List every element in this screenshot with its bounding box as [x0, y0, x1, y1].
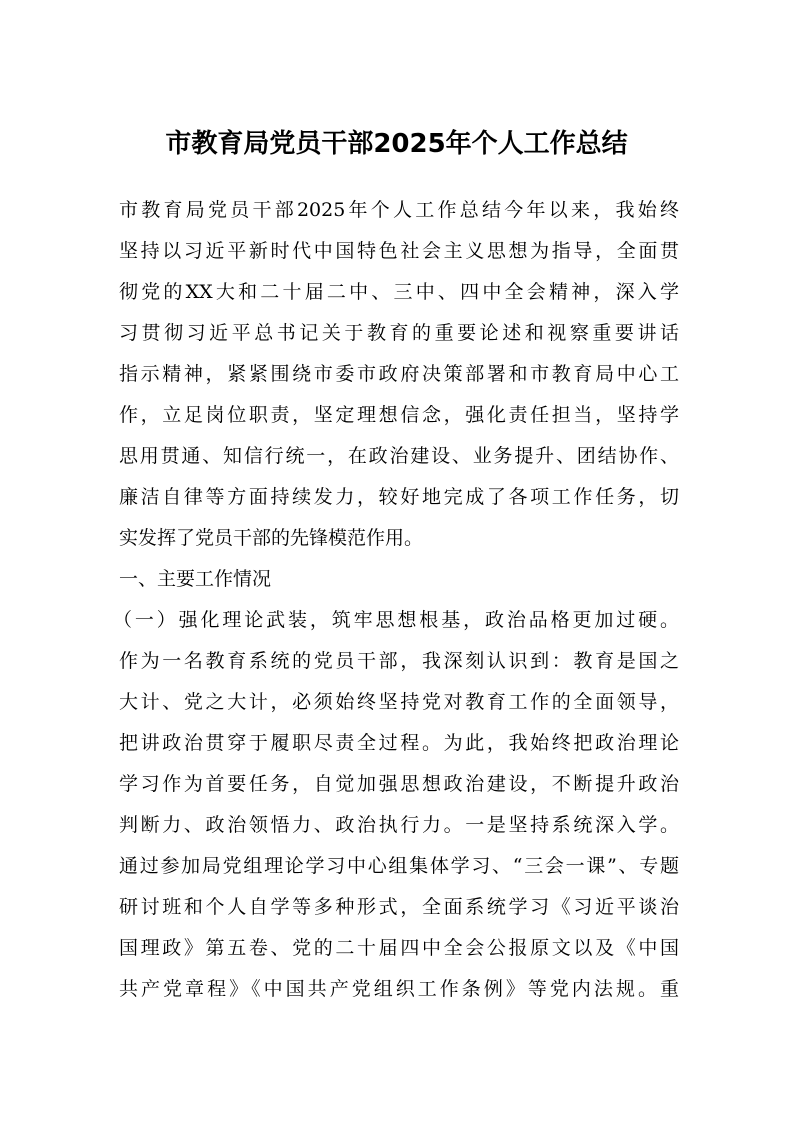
body-line: 共产党章程》《中国共产党组织工作条例》等党内法规。重	[119, 978, 679, 1000]
body-line: 通过参加局党组理论学习中心组集体学习、“三会一课”、专题	[119, 855, 679, 877]
body-line: 指示精神，紧紧围绕市委市政府决策部署和市教育局中心工	[119, 363, 679, 385]
subsection-heading: （一）强化理论武装，筑牢思想根基，政治品格更加过硬。	[113, 609, 679, 631]
body-line: 学习作为首要任务，自觉加强思想政治建设，不断提升政治	[119, 773, 679, 795]
body-line: 国理政》第五卷、党的二十届四中全会公报原文以及《中国	[119, 937, 679, 959]
body-line: 彻党的XX大和二十届二中、三中、四中全会精神，深入学	[119, 281, 679, 303]
body-line: 习贯彻习近平总书记关于教育的重要论述和视察重要讲话	[119, 322, 679, 344]
body-line: 大计、党之大计，必须始终坚持党对教育工作的全面领导，	[119, 691, 679, 713]
body-line: 作，立足岗位职责，坚定理想信念，强化责任担当，坚持学	[119, 404, 679, 426]
body-line: 廉洁自律等方面持续发力，较好地完成了各项工作任务，切	[119, 486, 679, 508]
body-line: 作为一名教育系统的党员干部，我深刻认识到：教育是国之	[119, 650, 679, 672]
document-body	[113, 190, 679, 1010]
body-line: 判断力、政治领悟力、政治执行力。一是坚持系统深入学。	[119, 814, 679, 836]
body-line: 研讨班和个人自学等多种形式，全面系统学习《习近平谈治	[119, 896, 679, 918]
body-line: 把讲政治贯穿于履职尽责全过程。为此，我始终把政治理论	[119, 732, 679, 754]
body-line: 市教育局党员干部2025年个人工作总结今年以来，我始终	[119, 199, 679, 221]
body-line: 坚持以习近平新时代中国特色社会主义思想为指导，全面贯	[119, 240, 679, 262]
section-heading: 一、主要工作情况	[119, 568, 272, 590]
body-line: 思用贯通、知信行统一，在政治建设、业务提升、团结协作、	[119, 445, 679, 467]
document-title: 市教育局党员干部2025年个人工作总结	[165, 129, 628, 159]
body-line: 实发挥了党员干部的先锋模范作用。	[119, 527, 424, 549]
